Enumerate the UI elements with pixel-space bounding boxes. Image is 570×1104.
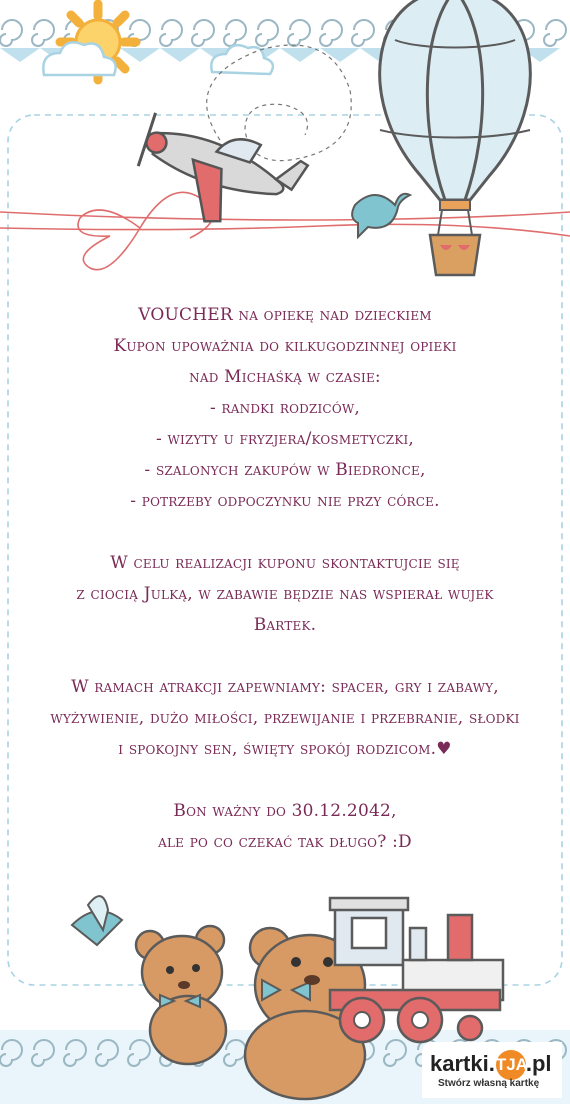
voucher-line: - szalonych zakupów w Biedronce, bbox=[144, 460, 426, 480]
validity-line: Bon ważny do 30.12.2042, bbox=[173, 801, 397, 821]
validity-line: ale po co czekać tak długo? :D bbox=[158, 832, 412, 852]
logo-brand: kartki.TJA.pl bbox=[430, 1050, 552, 1080]
offer-line: wyżywienie, dużo miłości, przewijanie i przebranie, słodki bbox=[50, 708, 520, 728]
offer-line: W ramach atrakcji zapewniamy: spacer, gry i zabawy, bbox=[71, 677, 499, 697]
bird-icon bbox=[72, 896, 122, 945]
bird-icon bbox=[352, 194, 410, 237]
voucher-line: VOUCHER na opiekę nad dzieckiem bbox=[138, 305, 432, 325]
voucher-text bbox=[0, 300, 570, 858]
voucher-line: - potrzeby odpoczynku nie przy córce. bbox=[130, 491, 440, 511]
voucher-line: - wizyty u fryzjera/kosmetyczki, bbox=[155, 429, 415, 449]
logo-tagline: Stwórz własną kartkę bbox=[438, 1078, 540, 1089]
contact-line: W celu realizacji kuponu skontaktujcie się bbox=[110, 553, 460, 573]
airplane-icon bbox=[128, 110, 309, 246]
voucher-line: - randki rodziców, bbox=[209, 398, 360, 418]
hot-air-balloon-icon bbox=[380, 0, 531, 275]
voucher-line: Kupon upoważnia do kilkugodzinnej opieki bbox=[113, 336, 457, 356]
voucher-line: nad Michaśką w czasie: bbox=[189, 367, 381, 387]
string-lines bbox=[0, 192, 570, 269]
contact-line: Bartek. bbox=[253, 615, 317, 635]
contact-line: z ciocią Julką, w zabawie będzie nas wspierał wujek bbox=[76, 584, 494, 604]
site-logo[interactable] bbox=[422, 1042, 562, 1098]
offer-line: i spokojny sen, święty spokój rodzicom.♥ bbox=[118, 739, 452, 759]
